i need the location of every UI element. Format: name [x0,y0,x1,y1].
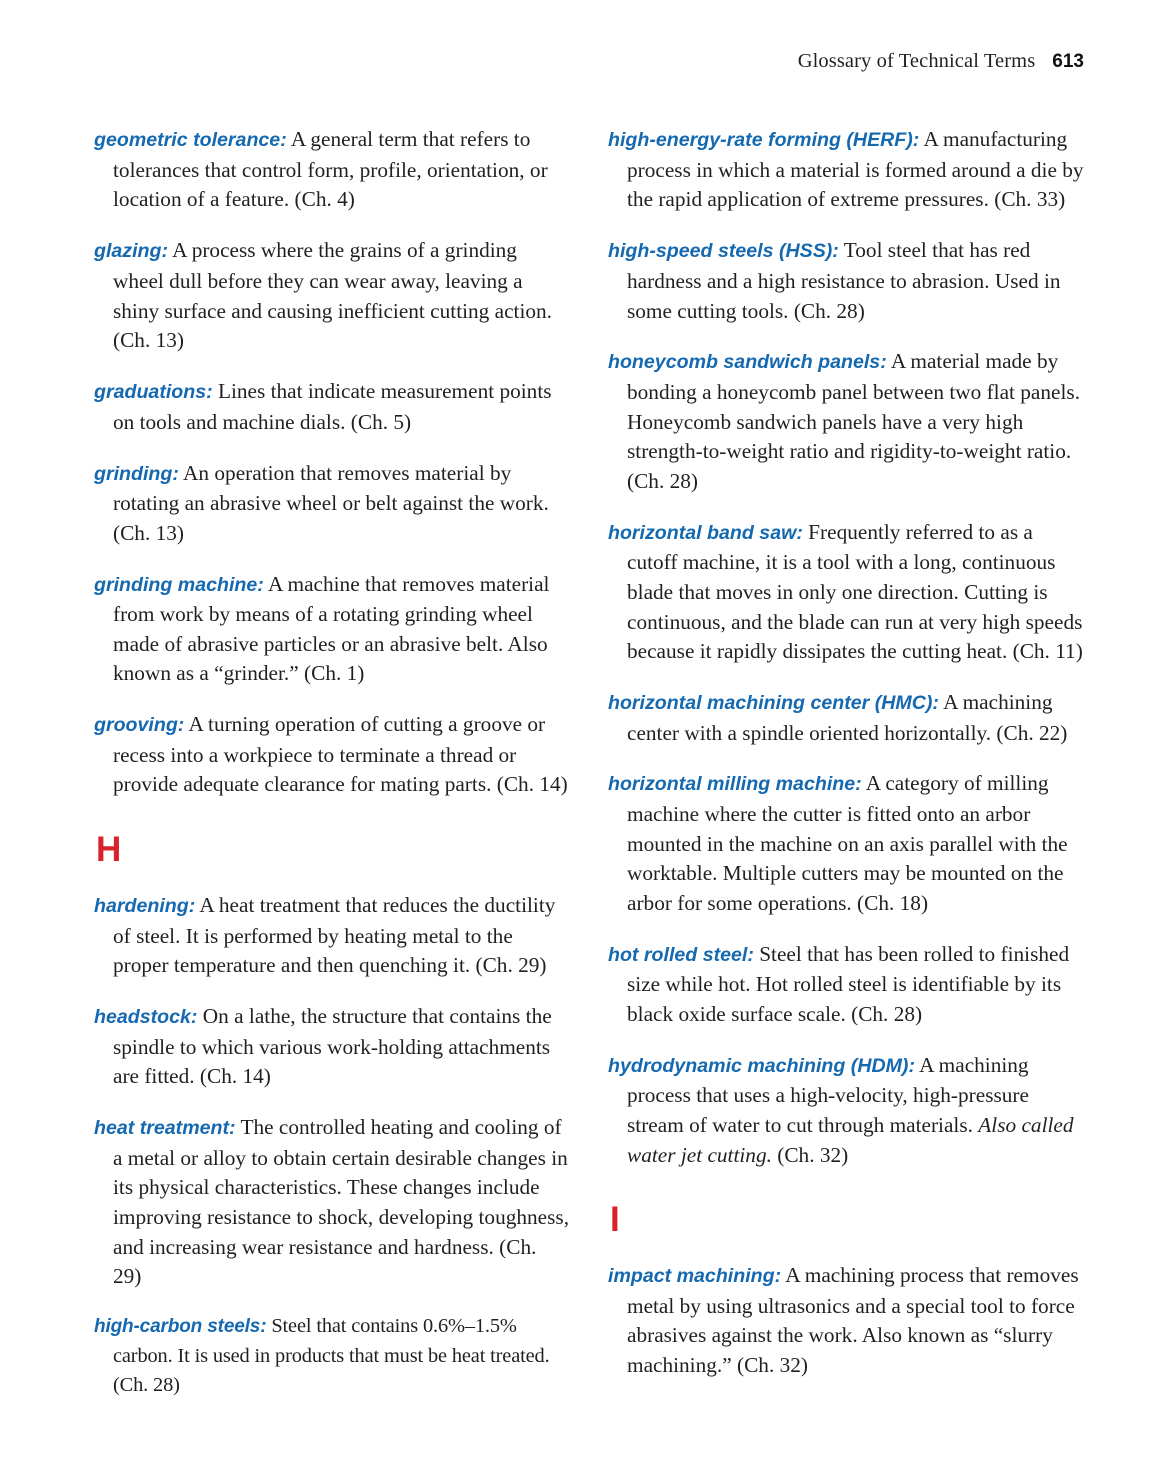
glossary-entry [94,236,570,355]
glossary-entry [94,125,570,215]
glossary-columns [94,104,1085,1397]
glossary-entry [608,1261,1084,1380]
page-number: 613 [1052,51,1084,72]
left-column [94,104,570,1401]
glossary-definition: A category of milling machine where the cutter is fitted onto an arbor mounted in the machine on an axis parallel with the worktable. Multiple cutters may be mounted on the arbor for some operations. (Ch. 18) [627,771,1068,915]
glossary-definition-tail: (Ch. 32) [771,1142,849,1167]
glossary-term: grinding machine: [94,573,264,596]
glossary-definition: Frequently referred to as a cutoff machine, it is a tool with a long, continuous blade that moves in only one direction. Cutting is continuous, and the blade can run at very high speeds because it rapidly dissipates the cutting heat. (Ch. 11) [627,519,1083,664]
glossary-entry [94,377,570,437]
glossary-term: hydrodynamic machining (HDM): [608,1054,915,1077]
glossary-term: glazing: [94,240,169,263]
glossary-entry [608,347,1084,496]
glossary-definition: Steel that has been rolled to finished size while hot. Hot rolled steel is identifiable by its black oxide surface scale. (Ch. 28) [627,941,1070,1026]
section-letter-i: I [610,1200,620,1240]
glossary-entry [608,688,1084,748]
section-letter-h: H [96,830,122,870]
glossary-definition: A turning operation of cutting a groove or recess into a workpiece to terminate a thread or provide adequate clearance for mating parts. (Ch. 14) [113,712,568,797]
glossary-term: heat treatment: [94,1117,236,1140]
glossary-definition: A machining process that uses a high-velocity, high-pressure stream of water to cut through materials. [627,1052,1029,1137]
glossary-term: hardening: [94,895,196,918]
glossary-definition: Lines that indicate measurement points on tools and machine dials. (Ch. 5) [113,379,552,434]
running-head [798,50,1084,73]
glossary-definition: A machining process that removes metal by using ultrasonics and a special tool to force abrasives against the work. Also known as “slurry machining.” (Ch. 32) [627,1263,1079,1377]
glossary-definition: Tool steel that has red hardness and a high resistance to abrasion. Used in some cutting tools. (Ch. 28) [627,238,1061,323]
glossary-definition: Steel that contains 0.6%–1.5% carbon. It is used in products that must be heat treated. (Ch. 28) [113,1315,550,1397]
glossary-definition: A material made by bonding a honeycomb panel between two flat panels. Honeycomb sandwich panels have a very high strength-to-weight ratio and rigidity-to-weight ratio. (Ch. 28) [627,349,1081,493]
glossary-term: honeycomb sandwich panels: [608,351,887,374]
right-column [608,104,1084,1381]
glossary-definition: A machining center with a spindle oriented horizontally. (Ch. 22) [627,689,1068,745]
running-head-title: Glossary of Technical Terms [797,50,1036,72]
glossary-term: grinding: [94,462,179,485]
glossary-entry [94,1113,570,1292]
glossary-entry [608,940,1084,1030]
glossary-definition: A process where the grains of a grinding wheel dull before they can wear away, leaving a shiny surface and causing inefficient cutting action. (Ch. 13) [113,238,553,353]
glossary-definition: The controlled heating and cooling of a metal or alloy to obtain certain desirable changes in its physical characteristics. These changes include improving resistance to shock, developing toughness, and increasing wear resistance and hardness. (Ch. 29) [113,1115,570,1289]
glossary-term: horizontal band saw: [608,521,803,544]
glossary-term: high-energy-rate forming (HERF): [608,129,920,152]
glossary-term: geometric tolerance: [94,129,287,152]
glossary-definition: A manufacturing process in which a material is formed around a die by the rapid application of extreme pressures. (Ch. 33) [627,127,1084,212]
glossary-term: high-speed steels (HSS): [608,240,839,263]
glossary-entry [94,891,570,981]
glossary-definition: A heat treatment that reduces the ductility of steel. It is performed by heating metal to the proper temperature and then quenching it. (Ch. 29) [113,893,556,978]
glossary-entry [94,459,570,549]
glossary-entry [608,518,1084,667]
glossary-term: horizontal milling machine: [608,773,862,796]
glossary-term: graduations: [94,381,213,404]
glossary-entry [608,769,1084,918]
glossary-entry [94,570,570,689]
glossary-definition: A general term that refers to tolerances that control form, profile, orientation, or location of a feature. (Ch. 4) [113,127,548,212]
glossary-term: grooving: [94,714,185,737]
glossary-term: hot rolled steel: [608,943,754,966]
glossary-entry [94,1312,570,1401]
glossary-entry [608,125,1084,215]
glossary-entry [608,1051,1084,1170]
glossary-term: impact machining: [608,1265,782,1288]
glossary-entry [94,1002,570,1092]
glossary-entry [94,710,570,800]
glossary-entry [608,236,1084,326]
glossary-term: headstock: [94,1006,198,1029]
glossary-term: horizontal machining center (HMC): [608,691,939,714]
glossary-term: high-carbon steels: [94,1316,267,1338]
glossary-definition: On a lathe, the structure that contains the spindle to which various work-holding attachments are fitted. (Ch. 14) [113,1004,552,1089]
glossary-alias-note: Also called water jet cutting. [627,1113,1074,1167]
glossary-definition: An operation that removes material by rotating an abrasive wheel or belt against the work. (Ch. 13) [113,460,549,545]
glossary-definition: A machine that removes material from work by means of a rotating grinding wheel made of abrasive particles or an abrasive belt. Also known as a “grinder.” (Ch. 1) [113,571,550,686]
